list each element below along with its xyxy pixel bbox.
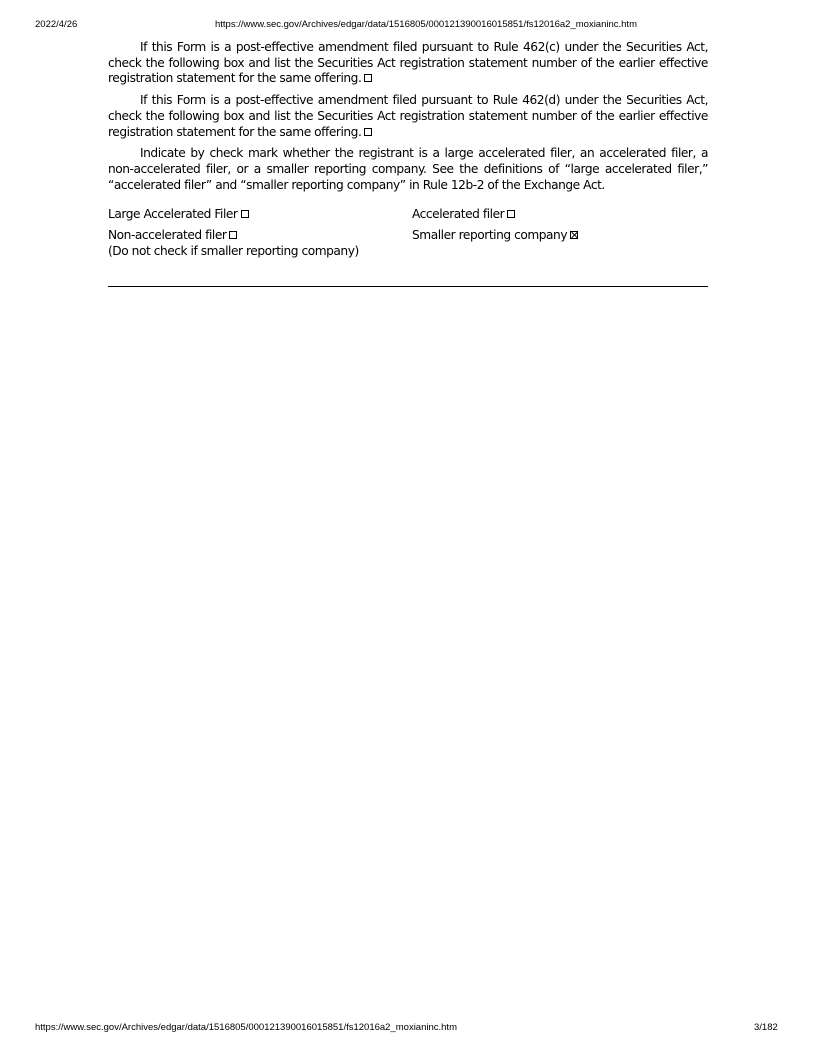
accelerated-filer-checkbox[interactable]	[507, 210, 515, 218]
paragraph-text: If this Form is a post-effective amendment filed pursuant to Rule 462(d) under the Securities Act, check the following box and list the Securities Act registration statement number of the earlier effective registration statement for the same offering.	[108, 93, 708, 139]
non-accelerated-filer-checkbox[interactable]	[229, 231, 237, 239]
large-accelerated-filer-label: Large Accelerated Filer	[108, 207, 238, 221]
large-accelerated-filer-checkbox[interactable]	[241, 210, 249, 218]
accelerated-filer-label: Accelerated filer	[412, 207, 505, 221]
page-number: 3/182	[754, 1022, 778, 1033]
paragraph-text: If this Form is a post-effective amendment filed pursuant to Rule 462(c) under the Securities Act, check the following box and list the Securities Act registration statement number of the earlier effective registration statement for the same offering.	[108, 40, 708, 86]
print-date: 2022/4/26	[35, 19, 78, 30]
filer-status-table	[108, 206, 708, 258]
non-accelerated-note: (Do not check if smaller reporting company)	[108, 244, 359, 258]
filer-row-1	[108, 206, 708, 227]
document-body	[108, 40, 708, 193]
accelerated-filer	[412, 206, 515, 222]
large-accelerated-filer	[108, 206, 249, 222]
non-accelerated-filer-label: Non-accelerated filer	[108, 228, 227, 242]
print-header-url: https://www.sec.gov/Archives/edgar/data/1516805/000121390016015851/fs12016a2_moxianinc.htm	[215, 19, 637, 30]
print-footer-url: https://www.sec.gov/Archives/edgar/data/1516805/000121390016015851/fs12016a2_moxianinc.htm	[35, 1022, 457, 1033]
horizontal-rule	[108, 286, 708, 287]
smaller-reporting-company	[412, 227, 578, 243]
smaller-reporting-company-label: Smaller reporting company	[412, 228, 568, 242]
paragraph-filer-definitions	[108, 146, 708, 193]
smaller-reporting-company-checkbox[interactable]	[570, 231, 578, 239]
non-accelerated-filer	[108, 227, 237, 243]
paragraph-rule-462d	[108, 93, 708, 140]
paragraph-text: Indicate by check mark whether the registrant is a large accelerated filer, an accelerated filer, a non-accelerated filer, or a smaller reporting company. See the definitions of “large accelerated filer,” “accelerated filer” and “smaller reporting company” in Rule 12b-2 of the Exchange Act.	[108, 146, 708, 192]
paragraph-rule-462c	[108, 40, 708, 87]
rule-462c-checkbox[interactable]	[364, 74, 372, 82]
rule-462d-checkbox[interactable]	[364, 128, 372, 136]
